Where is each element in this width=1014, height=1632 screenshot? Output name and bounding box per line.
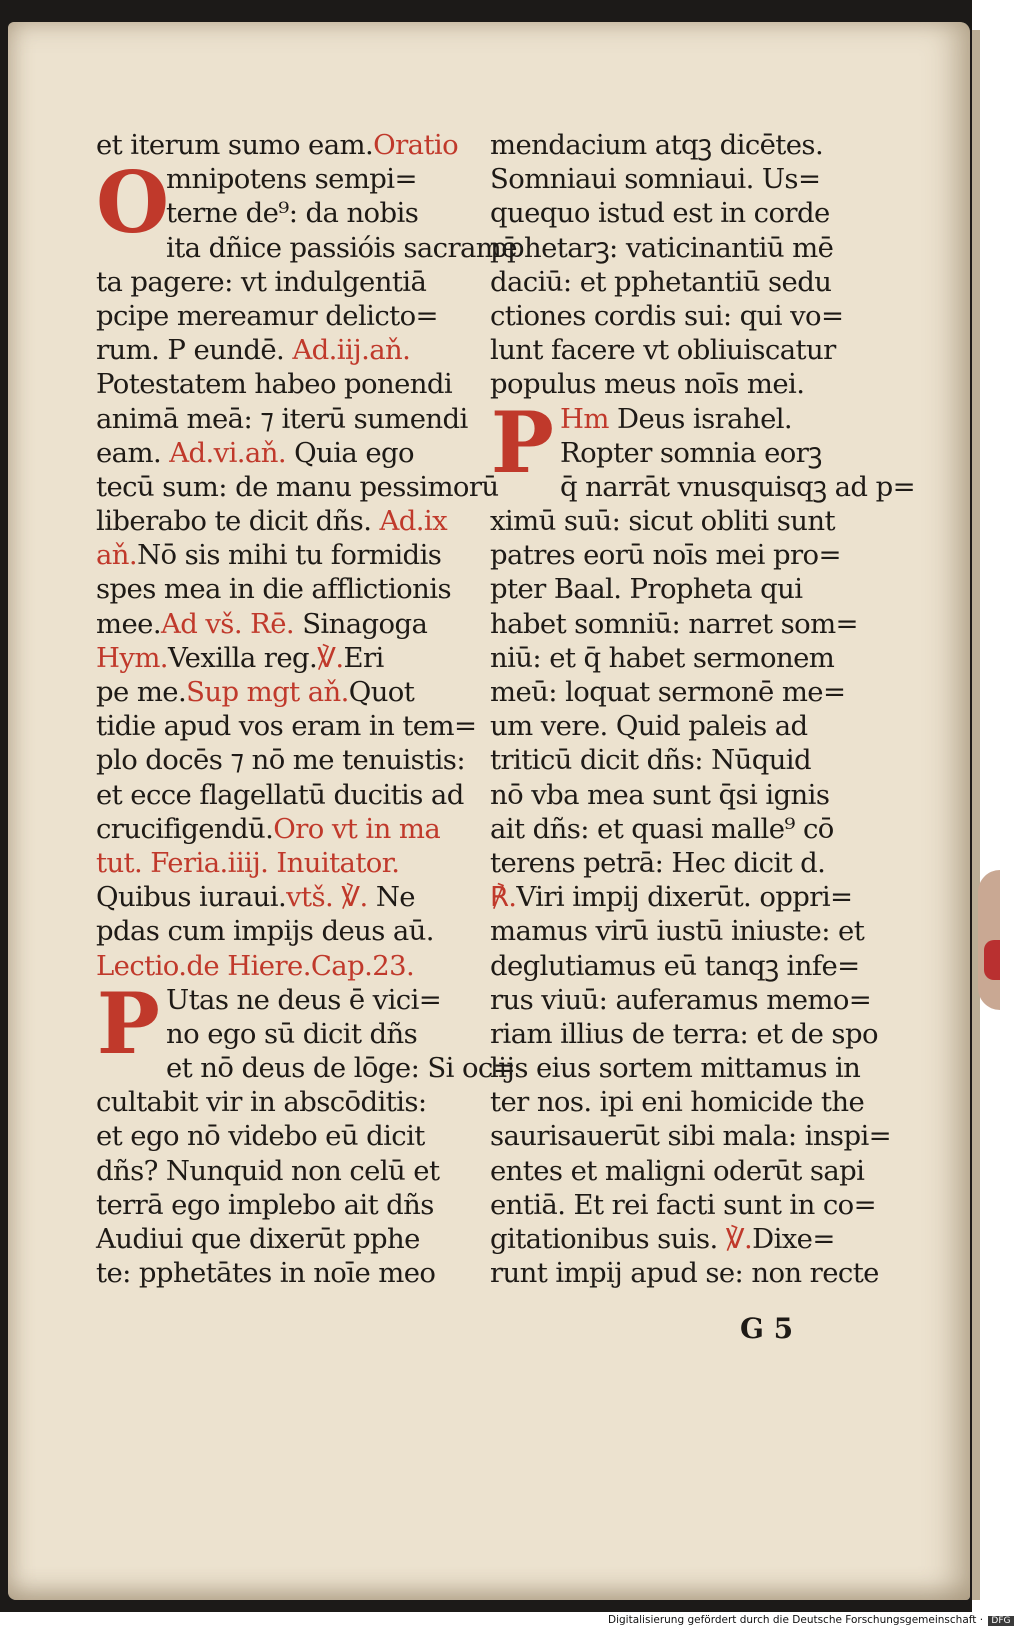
rubric: ℟. (490, 881, 517, 914)
rubric: Oro vt in ma (273, 812, 441, 845)
text-line: lunt facere vt obliuiscatur (490, 334, 836, 367)
rubric: Sup mgt aň. (186, 676, 349, 708)
text-line: populus meus noīs mei. (490, 368, 805, 401)
text-line: lijs eius sortem mittamus in (490, 1052, 861, 1085)
text-line: pdas cum impijs deus aū. (96, 915, 434, 948)
initial-P: P (490, 392, 554, 492)
text-line: ita dñice passióis sacramē (166, 231, 517, 264)
rubric-line: tut. Feria.iiij. Inuitator. (96, 846, 400, 879)
text-line: Ropter somnia eorꝫ (560, 436, 822, 469)
text-line: ter nos. ipi eni homicide the (490, 1086, 865, 1119)
text-line: niū: et q̄ habet sermonem (490, 641, 835, 674)
text-line: Audiui que dixerūt pphe (96, 1223, 420, 1255)
page-fore-edge (972, 30, 980, 1600)
text-line: cultabit vir in abscōditis: (96, 1086, 427, 1119)
text-line (96, 812, 468, 846)
text-line: ximū suū: sicut obliti sunt (490, 505, 835, 538)
text-line (96, 675, 468, 709)
text-line: et ecce flagellatū ducitis ad (96, 778, 464, 811)
text-span: Eri (343, 641, 384, 674)
text-line: entiā. Et rei facti sunt in co= (490, 1188, 877, 1221)
text-span: et iterum sumo eam. (96, 129, 374, 161)
text-line: patres eorū noīs mei pro= (490, 539, 841, 572)
text-line: dñs? Nunquid non celū et (96, 1154, 440, 1187)
rubric: Ad.iij.aň. (292, 334, 411, 367)
rubric: Hm (560, 402, 609, 435)
text-line: mamus virū iustū iniuste: et (490, 915, 865, 948)
rubric: Hym. (96, 641, 168, 674)
text-span: eam. (96, 436, 162, 469)
text-line: daciū: et pphetantiū sedu (490, 265, 832, 298)
text-line: saurisauerūt sibi mala: inspi= (490, 1120, 892, 1153)
text-line: q̄ narrāt vnusquisqꝫ ad p= (560, 470, 916, 503)
text-line: animā meā: ⁊ iterū sumendi (96, 402, 468, 435)
rubric-heading: Lectio.de Hiere.Cap.23. (96, 949, 415, 982)
text-span: rum. P eundē. (96, 334, 285, 367)
text-line (490, 880, 868, 914)
text-span: liberabo te dicit dñs. (96, 505, 372, 538)
text-line (490, 1222, 868, 1256)
text-span: Dixe= (752, 1223, 835, 1255)
rubric: vtš. ℣. (286, 881, 368, 914)
text-line (96, 333, 468, 367)
text-line: triticū dicit dñs: Nūquid (490, 744, 812, 777)
text-line: rus viuū: auferamus memo= (490, 983, 872, 1016)
text-line (96, 607, 468, 641)
left-text-column (96, 128, 517, 1290)
text-line (96, 504, 468, 538)
text-line: deglutiamus eū tanqꝫ infe= (490, 949, 860, 982)
text-line: terne de⁹: da nobis (166, 197, 419, 230)
rubric: Ad.vi.aň. (169, 436, 286, 469)
text-line: Utas ne deus ē vici= (166, 983, 442, 1016)
rubric: ℣. (317, 641, 344, 674)
text-line: entes et maligni oderūt sapi (490, 1154, 865, 1187)
text-line: um vere. Quid paleis ad (490, 710, 808, 743)
text-span: Deus israhel. (617, 402, 793, 435)
text-line: mendacium atqꝫ dicētes. (490, 129, 824, 161)
red-ribbon (984, 940, 1000, 980)
text-line: runt impij apud se: non recte (490, 1257, 879, 1290)
text-span: pe me. (96, 676, 187, 708)
text-line (96, 128, 468, 162)
text-span: crucifigendū. (96, 812, 274, 845)
text-span: Viri impij dixerūt. oppri= (516, 881, 853, 914)
text-line: mnipotens sempi= (166, 163, 417, 196)
text-span: Vexilla reg. (167, 641, 318, 674)
text-line (96, 880, 468, 914)
rubric: Oratio (373, 129, 459, 161)
initial-O: O (96, 153, 169, 253)
text-span: Nō sis mihi tu formidis (137, 539, 442, 572)
text-span: gitationibus suis. (490, 1223, 718, 1255)
text-span: Quibus iuraui. (96, 881, 287, 914)
text-line: ait dñs: et quasi malle⁹ cō (490, 812, 834, 845)
text-line: habet somniū: narret som= (490, 607, 858, 640)
text-line: terens petrā: Hec dicit d. (490, 846, 826, 879)
text-line: Somniaui somniaui. Us= (490, 163, 821, 196)
text-line: et nō deus de lōge: Si oc= (166, 1052, 516, 1085)
text-line: pter Baal. Propheta qui (490, 573, 803, 606)
rubric: aň. (96, 539, 138, 572)
text-line: quequo istud est in corde (490, 197, 830, 230)
text-line: meū: loquat sermonē me= (490, 676, 846, 708)
text-span: Sinagoga (302, 607, 428, 640)
text-line: terrā ego implebo ait dñs (96, 1188, 434, 1221)
text-span: mee. (96, 607, 161, 640)
text-line (96, 538, 468, 572)
text-line: pphetarꝫ: vaticinantiū mē (490, 231, 834, 264)
text-line (96, 641, 468, 675)
digitization-footer (608, 1614, 1014, 1626)
text-line: Potestatem habeo ponendi (96, 368, 453, 401)
rubric: ℣. (725, 1223, 753, 1255)
initial-P: P (96, 973, 160, 1073)
rubric: Ad.ix (379, 505, 448, 538)
text-line: ta pagere: vt indulgentiā (96, 265, 427, 298)
dfg-logo: DFG (988, 1616, 1013, 1626)
text-line: tecū sum: de manu pessimorū (96, 470, 499, 503)
text-line: spes mea in die afflictionis (96, 573, 451, 606)
text-span: Ne (375, 881, 415, 914)
text-line: tidie apud vos eram in tem= (96, 710, 477, 743)
text-span: Quot (348, 676, 415, 708)
text-line: pcipe mereamur delicto= (96, 299, 438, 332)
text-line: riam illius de terra: et de spo (490, 1017, 878, 1050)
text-line: te: pphetātes in noīe meo (96, 1257, 436, 1290)
right-text-column (490, 128, 916, 1290)
text-line: et ego nō videbo eū dicit (96, 1120, 425, 1153)
text-line: nō vba mea sunt q̄si ignis (490, 778, 830, 811)
text-line (96, 436, 468, 470)
text-line: plo docēs ⁊ nō me tenuistis: (96, 744, 465, 777)
signature-mark: G 5 (740, 1312, 794, 1345)
text-line: ctiones cordis sui: qui vo= (490, 299, 844, 332)
rubric: Ad vš. Rē. (160, 607, 295, 640)
text-span: Quia ego (294, 436, 414, 469)
footer-text: Digitalisierung gefördert durch die Deutsche Forschungsgemeinschaft · (608, 1614, 984, 1626)
text-line: no ego sū dicit dñs (166, 1017, 418, 1050)
